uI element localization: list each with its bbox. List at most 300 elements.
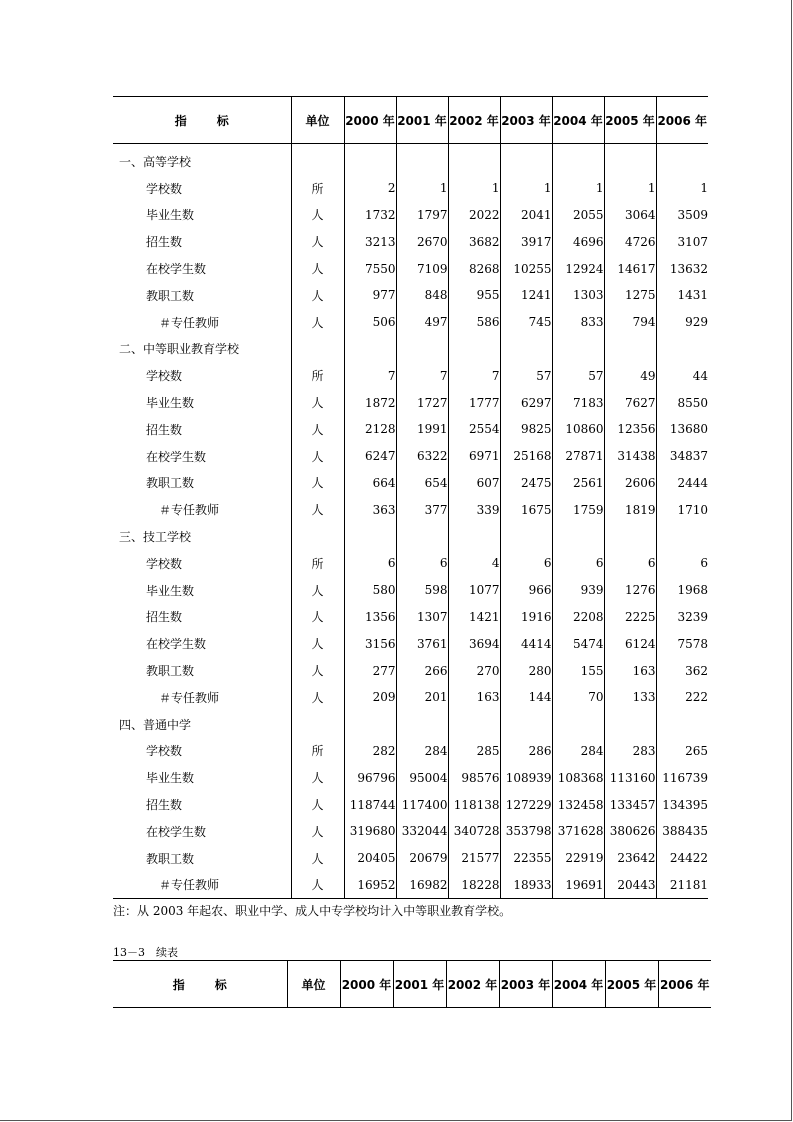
value-cell xyxy=(604,336,656,363)
value-cell: 201 xyxy=(396,684,448,711)
value-cell: 1 xyxy=(500,175,552,202)
value-cell: 1356 xyxy=(344,604,396,631)
indicator-label: 学校数 xyxy=(146,369,183,384)
value-cell xyxy=(344,144,396,175)
value-cell: 222 xyxy=(656,684,708,711)
unit-cell: 所 xyxy=(291,175,344,202)
value-cell xyxy=(448,711,500,738)
unit-cell: 人 xyxy=(291,684,344,711)
indicator-label: 招生数 xyxy=(146,610,183,625)
value-cell: 134395 xyxy=(656,791,708,818)
value-cell: 6 xyxy=(396,550,448,577)
unit-header: 单位 xyxy=(291,97,344,144)
value-cell xyxy=(656,711,708,738)
section-label: 一、高等学校 xyxy=(119,154,192,169)
value-cell: 270 xyxy=(448,657,500,684)
value-cell: 929 xyxy=(656,309,708,336)
unit-cell: 所 xyxy=(291,738,344,765)
indicator-label: 招生数 xyxy=(146,422,183,437)
value-cell: 1 xyxy=(396,175,448,202)
value-cell: 1710 xyxy=(656,496,708,523)
value-cell: 8268 xyxy=(448,255,500,282)
value-cell: 10255 xyxy=(500,255,552,282)
indicator-label: 招生数 xyxy=(146,235,183,250)
value-cell: 3682 xyxy=(448,228,500,255)
value-cell: 4726 xyxy=(604,228,656,255)
value-cell xyxy=(396,523,448,550)
value-cell: 1241 xyxy=(500,282,552,309)
value-cell: 506 xyxy=(344,309,396,336)
value-cell xyxy=(604,144,656,175)
value-cell: 113160 xyxy=(604,764,656,791)
value-cell: 12356 xyxy=(604,416,656,443)
indicator-label: 学校数 xyxy=(146,744,183,759)
value-cell: 1307 xyxy=(396,604,448,631)
value-cell: 1797 xyxy=(396,202,448,229)
indicator-label: ＃专任教师 xyxy=(159,503,220,518)
year-header: 2006 年 xyxy=(656,97,708,144)
value-cell: 16952 xyxy=(344,872,396,899)
unit-cell: 人 xyxy=(291,818,344,845)
value-cell: 16982 xyxy=(396,872,448,899)
value-cell: 745 xyxy=(500,309,552,336)
value-cell: 7550 xyxy=(344,255,396,282)
value-cell: 31438 xyxy=(604,443,656,470)
indicator-label: 学校数 xyxy=(146,181,183,196)
value-cell: 580 xyxy=(344,577,396,604)
value-cell: 319680 xyxy=(344,818,396,845)
value-cell: 20443 xyxy=(604,872,656,899)
table-row xyxy=(113,202,708,229)
indicator-header: 指标 xyxy=(113,97,291,144)
value-cell xyxy=(344,336,396,363)
section-label: 四、普通中学 xyxy=(119,717,192,732)
unit-cell: 人 xyxy=(291,389,344,416)
table-row xyxy=(113,604,708,631)
value-cell xyxy=(344,523,396,550)
value-cell: 155 xyxy=(552,657,604,684)
value-cell xyxy=(552,523,604,550)
value-cell: 586 xyxy=(448,309,500,336)
value-cell: 6 xyxy=(656,550,708,577)
table-row xyxy=(113,282,708,309)
value-cell xyxy=(552,711,604,738)
unit-cell: 人 xyxy=(291,416,344,443)
value-cell xyxy=(500,711,552,738)
table-row xyxy=(113,845,708,872)
value-cell: 340728 xyxy=(448,818,500,845)
value-cell: 1 xyxy=(656,175,708,202)
value-cell: 955 xyxy=(448,282,500,309)
value-cell xyxy=(448,144,500,175)
value-cell: 116739 xyxy=(656,764,708,791)
value-cell: 3213 xyxy=(344,228,396,255)
value-cell: 2041 xyxy=(500,202,552,229)
value-cell: 977 xyxy=(344,282,396,309)
value-cell: 1777 xyxy=(448,389,500,416)
value-cell: 6 xyxy=(500,550,552,577)
table-row xyxy=(113,764,708,791)
value-cell: 2128 xyxy=(344,416,396,443)
value-cell: 6 xyxy=(552,550,604,577)
value-cell: 2022 xyxy=(448,202,500,229)
indicator-label: 学校数 xyxy=(146,556,183,571)
indicator-header: 指标 xyxy=(113,961,287,1008)
table-row xyxy=(113,309,708,336)
value-cell: 833 xyxy=(552,309,604,336)
value-cell: 8550 xyxy=(656,389,708,416)
value-cell: 285 xyxy=(448,738,500,765)
indicator-label: 教职工数 xyxy=(146,476,195,491)
unit-cell: 人 xyxy=(291,604,344,631)
value-cell: 6322 xyxy=(396,443,448,470)
value-cell: 848 xyxy=(396,282,448,309)
value-cell: 2670 xyxy=(396,228,448,255)
value-cell: 1759 xyxy=(552,496,604,523)
value-cell: 280 xyxy=(500,657,552,684)
value-cell: 132458 xyxy=(552,791,604,818)
value-cell: 3694 xyxy=(448,630,500,657)
value-cell: 4696 xyxy=(552,228,604,255)
unit-cell: 人 xyxy=(291,470,344,497)
year-header: 2002 年 xyxy=(448,97,500,144)
value-cell: 1916 xyxy=(500,604,552,631)
value-cell: 497 xyxy=(396,309,448,336)
unit-cell: 人 xyxy=(291,657,344,684)
continuation-table-header xyxy=(113,960,711,1008)
value-cell: 362 xyxy=(656,657,708,684)
value-cell: 57 xyxy=(552,362,604,389)
value-cell xyxy=(656,144,708,175)
value-cell: 117400 xyxy=(396,791,448,818)
table-row xyxy=(113,443,708,470)
value-cell: 1727 xyxy=(396,389,448,416)
value-cell: 7578 xyxy=(656,630,708,657)
value-cell: 266 xyxy=(396,657,448,684)
year-header: 2000 年 xyxy=(344,97,396,144)
value-cell: 1275 xyxy=(604,282,656,309)
value-cell: 22919 xyxy=(552,845,604,872)
year-header: 2006 年 xyxy=(658,961,711,1008)
value-cell: 133 xyxy=(604,684,656,711)
value-cell: 6247 xyxy=(344,443,396,470)
value-cell: 6971 xyxy=(448,443,500,470)
indicator-label: 在校学生数 xyxy=(146,824,207,839)
year-header: 2004 年 xyxy=(552,961,605,1008)
value-cell: 7 xyxy=(396,362,448,389)
value-cell: 70 xyxy=(552,684,604,711)
value-cell: 23642 xyxy=(604,845,656,872)
value-cell: 12924 xyxy=(552,255,604,282)
unit-cell: 人 xyxy=(291,764,344,791)
unit-cell: 人 xyxy=(291,282,344,309)
value-cell xyxy=(448,523,500,550)
value-cell: 1303 xyxy=(552,282,604,309)
value-cell xyxy=(500,523,552,550)
header-row xyxy=(113,97,708,144)
value-cell: 7627 xyxy=(604,389,656,416)
unit-cell: 人 xyxy=(291,443,344,470)
indicator-label: 毕业生数 xyxy=(146,583,195,598)
indicator-label: 毕业生数 xyxy=(146,208,195,223)
value-cell: 3761 xyxy=(396,630,448,657)
value-cell: 353798 xyxy=(500,818,552,845)
value-cell: 277 xyxy=(344,657,396,684)
unit-cell xyxy=(291,336,344,363)
value-cell: 2225 xyxy=(604,604,656,631)
value-cell: 1421 xyxy=(448,604,500,631)
indicator-label: 招生数 xyxy=(146,798,183,813)
value-cell: 1675 xyxy=(500,496,552,523)
indicator-label: 教职工数 xyxy=(146,664,195,679)
value-cell: 1431 xyxy=(656,282,708,309)
value-cell: 3064 xyxy=(604,202,656,229)
value-cell: 1 xyxy=(604,175,656,202)
value-cell xyxy=(552,144,604,175)
value-cell: 607 xyxy=(448,470,500,497)
section-label: 三、技工学校 xyxy=(119,530,192,545)
indicator-label: ＃专任教师 xyxy=(159,690,220,705)
value-cell xyxy=(344,711,396,738)
value-cell: 5474 xyxy=(552,630,604,657)
table-row xyxy=(113,872,708,899)
continuation-caption: 13－3 续表 xyxy=(113,946,178,959)
value-cell: 57 xyxy=(500,362,552,389)
unit-cell: 人 xyxy=(291,496,344,523)
table-row xyxy=(113,630,708,657)
value-cell: 284 xyxy=(396,738,448,765)
indicator-label: ＃专任教师 xyxy=(159,315,220,330)
value-cell: 2444 xyxy=(656,470,708,497)
value-cell: 163 xyxy=(604,657,656,684)
section-row xyxy=(113,336,708,363)
table-row xyxy=(113,470,708,497)
indicator-label: ＃专任教师 xyxy=(113,872,291,899)
table-footnote: 注：从 2003 年起农、职业中学、成人中专学校均计入中等职业教育学校。 xyxy=(113,904,512,918)
value-cell: 1077 xyxy=(448,577,500,604)
value-cell: 377 xyxy=(396,496,448,523)
value-cell: 49 xyxy=(604,362,656,389)
value-cell: 3239 xyxy=(656,604,708,631)
value-cell: 6297 xyxy=(500,389,552,416)
section-row xyxy=(113,523,708,550)
year-header: 2005 年 xyxy=(605,961,658,1008)
year-header: 2003 年 xyxy=(499,961,552,1008)
value-cell: 144 xyxy=(500,684,552,711)
value-cell: 95004 xyxy=(396,764,448,791)
header-row xyxy=(113,961,711,1008)
value-cell: 3156 xyxy=(344,630,396,657)
value-cell: 27871 xyxy=(552,443,604,470)
value-cell: 7109 xyxy=(396,255,448,282)
value-cell: 1 xyxy=(448,175,500,202)
value-cell: 21181 xyxy=(656,872,708,899)
value-cell: 282 xyxy=(344,738,396,765)
section-row xyxy=(113,144,708,175)
table-row xyxy=(113,255,708,282)
value-cell: 7 xyxy=(448,362,500,389)
unit-cell: 人 xyxy=(291,791,344,818)
value-cell: 20679 xyxy=(396,845,448,872)
value-cell: 34837 xyxy=(656,443,708,470)
indicator-label: 在校学生数 xyxy=(146,637,207,652)
indicator-label: 教职工数 xyxy=(146,288,195,303)
indicator-label: 毕业生数 xyxy=(146,771,195,786)
value-cell xyxy=(500,336,552,363)
value-cell: 7 xyxy=(344,362,396,389)
value-cell: 1991 xyxy=(396,416,448,443)
value-cell: 3917 xyxy=(500,228,552,255)
value-cell: 19691 xyxy=(552,872,604,899)
indicator-label: 在校学生数 xyxy=(146,449,207,464)
value-cell xyxy=(448,336,500,363)
value-cell: 939 xyxy=(552,577,604,604)
value-cell xyxy=(604,711,656,738)
value-cell xyxy=(656,523,708,550)
indicator-label: 毕业生数 xyxy=(146,396,195,411)
value-cell: 1 xyxy=(552,175,604,202)
value-cell xyxy=(396,336,448,363)
table-row xyxy=(113,684,708,711)
value-cell: 18228 xyxy=(448,872,500,899)
unit-cell xyxy=(291,144,344,175)
value-cell: 265 xyxy=(656,738,708,765)
value-cell: 4 xyxy=(448,550,500,577)
unit-cell xyxy=(291,711,344,738)
value-cell: 388435 xyxy=(656,818,708,845)
value-cell: 21577 xyxy=(448,845,500,872)
indicator-label: 教职工数 xyxy=(146,851,195,866)
unit-cell: 人 xyxy=(291,845,344,872)
table-row xyxy=(113,818,708,845)
value-cell: 1276 xyxy=(604,577,656,604)
value-cell: 664 xyxy=(344,470,396,497)
unit-cell: 人 xyxy=(291,309,344,336)
value-cell: 1732 xyxy=(344,202,396,229)
table-row xyxy=(113,362,708,389)
table-row xyxy=(113,228,708,255)
table-row xyxy=(113,550,708,577)
unit-cell: 人 xyxy=(291,577,344,604)
unit-cell: 人 xyxy=(291,202,344,229)
value-cell: 3509 xyxy=(656,202,708,229)
value-cell xyxy=(604,523,656,550)
value-cell xyxy=(552,336,604,363)
value-cell: 127229 xyxy=(500,791,552,818)
value-cell: 6124 xyxy=(604,630,656,657)
table-row xyxy=(113,416,708,443)
year-header: 2004 年 xyxy=(552,97,604,144)
value-cell: 966 xyxy=(500,577,552,604)
value-cell: 2606 xyxy=(604,470,656,497)
value-cell: 9825 xyxy=(500,416,552,443)
value-cell: 794 xyxy=(604,309,656,336)
unit-cell: 人 xyxy=(291,630,344,657)
value-cell: 339 xyxy=(448,496,500,523)
table-row xyxy=(113,175,708,202)
section-row xyxy=(113,711,708,738)
value-cell: 2 xyxy=(344,175,396,202)
value-cell: 332044 xyxy=(396,818,448,845)
value-cell: 108368 xyxy=(552,764,604,791)
table-row xyxy=(113,496,708,523)
value-cell: 1872 xyxy=(344,389,396,416)
unit-cell: 所 xyxy=(291,362,344,389)
unit-cell: 人 xyxy=(291,228,344,255)
value-cell: 2475 xyxy=(500,470,552,497)
unit-cell xyxy=(291,523,344,550)
year-header: 2002 年 xyxy=(446,961,499,1008)
value-cell xyxy=(396,711,448,738)
value-cell: 44 xyxy=(656,362,708,389)
value-cell: 14617 xyxy=(604,255,656,282)
unit-header: 单位 xyxy=(287,961,340,1008)
unit-cell: 人 xyxy=(291,255,344,282)
value-cell: 25168 xyxy=(500,443,552,470)
value-cell xyxy=(500,144,552,175)
value-cell: 371628 xyxy=(552,818,604,845)
unit-cell: 所 xyxy=(291,550,344,577)
table-row xyxy=(113,389,708,416)
value-cell: 283 xyxy=(604,738,656,765)
table-row xyxy=(113,577,708,604)
value-cell: 6 xyxy=(604,550,656,577)
value-cell: 2208 xyxy=(552,604,604,631)
value-cell: 363 xyxy=(344,496,396,523)
value-cell: 13680 xyxy=(656,416,708,443)
value-cell: 7183 xyxy=(552,389,604,416)
table-row xyxy=(113,738,708,765)
value-cell: 20405 xyxy=(344,845,396,872)
value-cell: 163 xyxy=(448,684,500,711)
value-cell: 6 xyxy=(344,550,396,577)
value-cell: 10860 xyxy=(552,416,604,443)
year-header: 2003 年 xyxy=(500,97,552,144)
value-cell: 13632 xyxy=(656,255,708,282)
table-row xyxy=(113,657,708,684)
value-cell: 22355 xyxy=(500,845,552,872)
value-cell: 598 xyxy=(396,577,448,604)
value-cell: 2561 xyxy=(552,470,604,497)
value-cell: 108939 xyxy=(500,764,552,791)
year-header: 2000 年 xyxy=(340,961,393,1008)
value-cell: 96796 xyxy=(344,764,396,791)
value-cell xyxy=(396,144,448,175)
indicator-label: 在校学生数 xyxy=(146,262,207,277)
year-header: 2005 年 xyxy=(604,97,656,144)
value-cell: 209 xyxy=(344,684,396,711)
year-header: 2001 年 xyxy=(396,97,448,144)
year-header: 2001 年 xyxy=(393,961,446,1008)
value-cell: 118138 xyxy=(448,791,500,818)
table-row xyxy=(113,791,708,818)
value-cell: 380626 xyxy=(604,818,656,845)
table-body xyxy=(113,144,708,899)
value-cell: 118744 xyxy=(344,791,396,818)
value-cell: 133457 xyxy=(604,791,656,818)
value-cell: 24422 xyxy=(656,845,708,872)
value-cell xyxy=(656,336,708,363)
value-cell: 2554 xyxy=(448,416,500,443)
value-cell: 654 xyxy=(396,470,448,497)
unit-cell: 人 xyxy=(291,872,344,899)
value-cell: 18933 xyxy=(500,872,552,899)
value-cell: 98576 xyxy=(448,764,500,791)
value-cell: 284 xyxy=(552,738,604,765)
value-cell: 2055 xyxy=(552,202,604,229)
value-cell: 1819 xyxy=(604,496,656,523)
value-cell: 1968 xyxy=(656,577,708,604)
